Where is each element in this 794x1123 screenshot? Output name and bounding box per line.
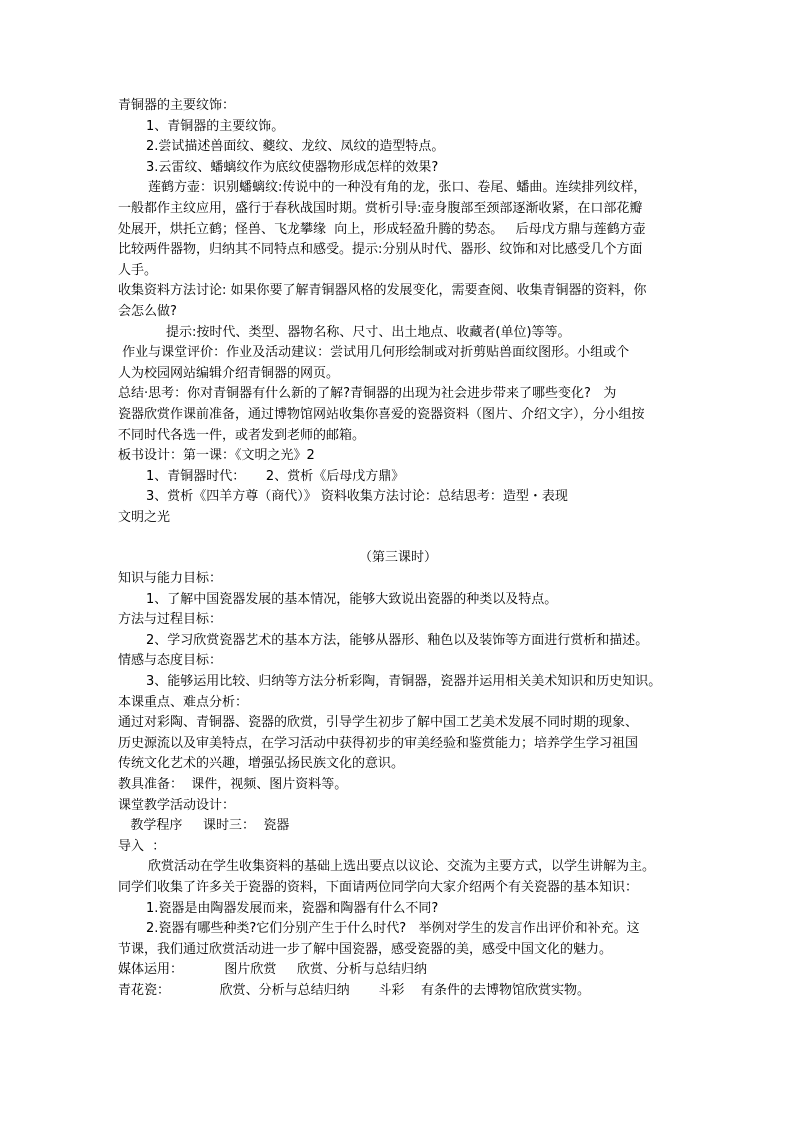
text-line: 人为校园网站编辑介绍青铜器的网页。 bbox=[118, 365, 340, 381]
text-line: 3.云雷纹、蟠螭纹作为底纹使器物形成怎样的效果? bbox=[146, 159, 439, 175]
text-line: 提示:按时代、类型、器物名称、尺寸、出土地点、收藏者(单位)等等。 bbox=[166, 324, 571, 340]
section-heading: 知识与能力目标： bbox=[118, 571, 223, 587]
lesson-heading: （第三课时） bbox=[358, 550, 437, 566]
section-heading: 方法与过程目标： bbox=[118, 612, 223, 628]
text-line: 会怎么做? bbox=[118, 303, 177, 319]
text-line: 文明之光 bbox=[118, 509, 171, 525]
text-line: 青花瓷： 欣赏、分析与总结归纳 斗彩 有条件的去博物馆欣赏实物。 bbox=[118, 982, 591, 998]
text-line: 教学程序 课时三： 瓷器 bbox=[118, 818, 290, 834]
document-body bbox=[118, 96, 678, 1002]
text-line: 2.瓷器有哪些种类?它们分别产生于什么时代? 举例对学生的发言作出评价和补充。这 bbox=[146, 921, 640, 937]
text-line: 节课，我们通过欣赏活动进一步了解中国瓷器，感受瓷器的美，感受中国文化的魅力。 bbox=[118, 941, 613, 957]
text-line: 1、青铜器的主要纹饰。 bbox=[146, 118, 285, 134]
text-line: 历史源流以及审美特点，在学习活动中获得初步的审美经验和鉴赏能力；培养学生学习祖国 bbox=[118, 735, 639, 751]
text-line: 3、能够运用比较、归纳等方法分析彩陶，青铜器，瓷器并运用相关美术知识和历史知识。 bbox=[146, 674, 662, 690]
text-line: 教具准备： 课件，视频、图片资料等。 bbox=[118, 777, 348, 792]
text-line: 一般都作主纹应用，盛行于春秋战国时期。赏析引导:壶身腹部至颈部逐渐收紧，在口部花瓣 bbox=[118, 200, 643, 216]
text-line: 收集资料方法讨论: 如果你要了解青铜器风格的发展变化，需要查阅、收集青铜器的资料，你 bbox=[118, 283, 647, 299]
text-line: 2.尝试描述兽面纹、夔纹、龙纹、凤纹的造型特点。 bbox=[146, 139, 445, 155]
section-heading: 课堂教学活动设计： bbox=[118, 797, 236, 813]
section-heading: 青铜器的主要纹饰： bbox=[118, 98, 236, 113]
text-line: 不同时代各选一件，或者发到老师的邮箱。 bbox=[118, 427, 366, 443]
text-line: 同学们收集了许多关于瓷器的资料，下面请两位同学向大家介绍两个有关瓷器的基本知识： bbox=[118, 879, 639, 895]
text-line: 2、学习欣赏瓷器艺术的基本方法，能够从器形、釉色以及装饰等方面进行赏析和描述。 bbox=[146, 632, 649, 648]
text-line: 板书设计：第一课：《文明之光》2 bbox=[118, 448, 315, 464]
text-line: 瓷器欣赏作课前准备，通过博物馆网站收集你喜爱的瓷器资料（图片、介绍文字），分小组按 bbox=[118, 406, 645, 422]
text-line: 传统文化艺术的兴趣，增强弘扬民族文化的意识。 bbox=[118, 756, 405, 772]
text-line: 3、赏析《四羊方尊（商代）》 资料收集方法讨论：总结思考：造型・表现 bbox=[146, 489, 568, 505]
text-line: 媒体运用： 图片欣赏 欣赏、分析与总结归纳 bbox=[118, 962, 427, 978]
text-line: 1、了解中国瓷器发展的基本情况，能够大致说出瓷器的种类以及特点。 bbox=[146, 591, 558, 607]
section-heading: 情感与态度目标： bbox=[118, 653, 223, 669]
blank-line bbox=[118, 528, 678, 548]
text-line: 比较两件器物，归纳其不同特点和感受。提示:分别从时代、器形、纹饰和对比感受几个方面 bbox=[118, 242, 643, 258]
text-line: 欣赏活动在学生收集资料的基础上选出要点以议论、交流为主要方式，以学生讲解为主。 bbox=[148, 859, 656, 875]
text-line: 人手。 bbox=[118, 262, 158, 278]
text-line: 1.瓷器是由陶器发展而来，瓷器和陶器有什么不同? bbox=[146, 900, 439, 916]
text-line: 通过对彩陶、青铜器、瓷器的欣赏，引导学生初步了解中国工艺美术发展不同时期的现象、 bbox=[118, 715, 639, 731]
section-heading: 本课重点、难点分析： bbox=[118, 694, 249, 710]
text-line: 作业与课堂评价：作业及活动建议：尝试用几何形绘制或对折剪贴兽面纹图形。小组或个 bbox=[118, 345, 630, 361]
text-line: 总结·思考：你对青铜器有什么新的了解?青铜器的出现为社会进步带来了哪些变化? 为 bbox=[118, 386, 617, 402]
text-line: 导入 ： bbox=[118, 838, 166, 854]
text-line: 莲鹤方壶：识别蟠螭纹:传说中的一种没有角的龙，张口、卷尾、蟠曲。连续排列纹样， bbox=[148, 180, 647, 196]
text-line: 处展开，烘托立鹤；怪兽、飞龙攀缘 向上，形成轻盈升腾的势态。 后母戊方鼎与莲鹤方壶 bbox=[118, 221, 646, 237]
text-line: 1、青铜器时代： 2、赏析《后母戊方鼎》 bbox=[146, 468, 405, 484]
